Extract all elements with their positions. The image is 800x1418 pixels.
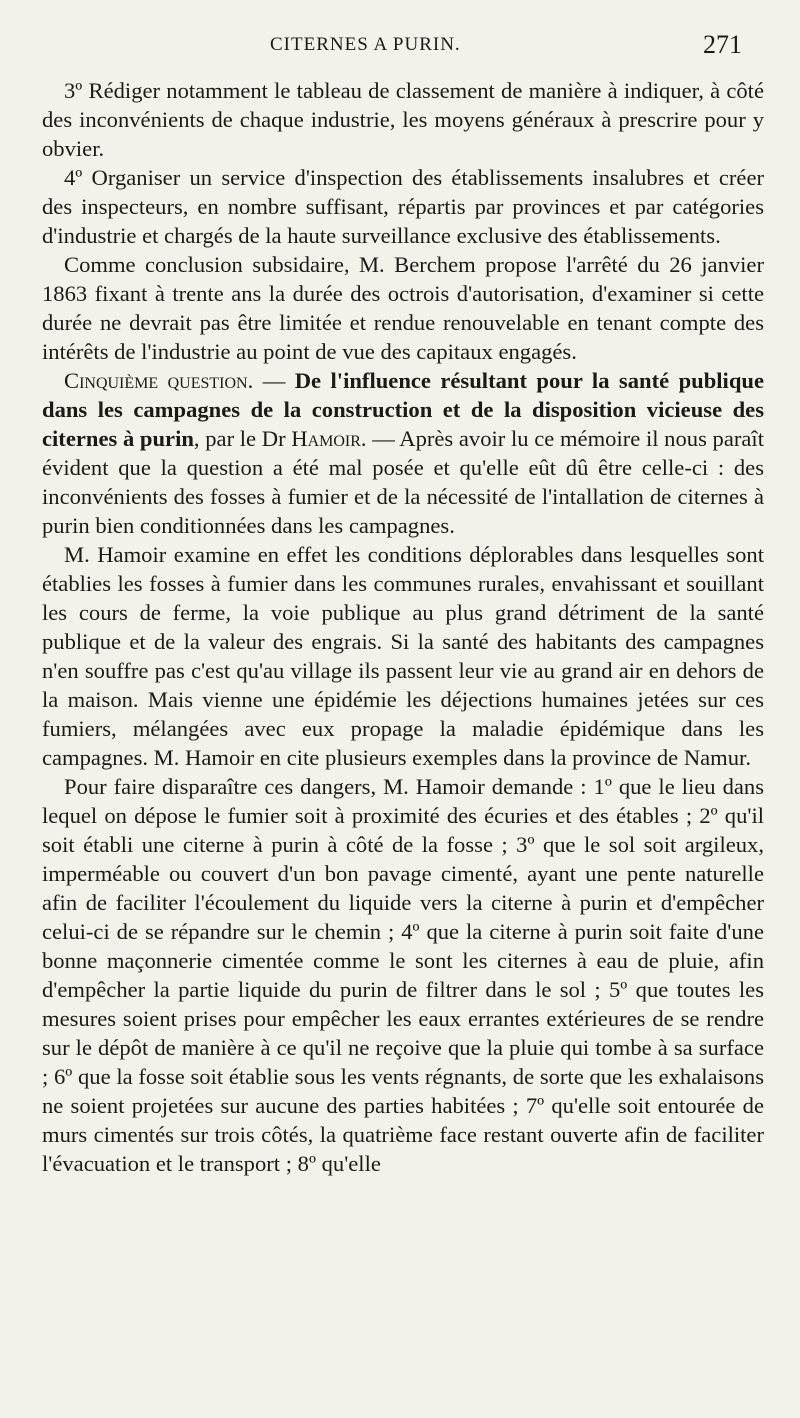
paragraph-item-3: 3º Rédiger notamment le tableau de classement de manière à indiquer, à côté des inconvénients de chaque industrie, les moyens généraux à prescrire pour y obvier.	[42, 78, 764, 161]
paragraph-demands: Pour faire disparaître ces dangers, M. Hamoir demande : 1º que le lieu dans lequel on dépose le fumier soit à proximité des écuries et des étables ; 2º qu'il soit établi une citerne à purin à côté de la fosse ; 3º que le sol soit argileux, imperméable ou couvert d'un bon pavage cimenté, ayant une pente naturelle afin de faciliter l'écoulement du liquide vers la citerne à purin et d'empêcher celui-ci de se répandre sur le chemin ; 4º que la citerne à purin soit faite d'une bonne maçonnerie cimentée comme le sont les citernes à eau de pluie, afin d'empêcher la partie liquide du purin de filtrer dans le sol ; 5º que toutes les mesures soient prises pour empêcher les eaux errantes extérieures de se rendre sur le dépôt de manière à ce qu'il ne reçoive que la pluie qui tombe à sa surface ; 6º que la fosse soit établie sous les vents régnants, de sorte que les exhalaisons ne soient projetées sur aucune des parties habitées ; 7º qu'elle soit entourée de murs cimentés sur trois côtés, la quatrième face restant ouverte afin de faciliter l'évacuation et le transport ; 8º qu'elle	[42, 774, 764, 1176]
paragraph-item-4: 4º Organiser un service d'inspection des établissements insalubres et créer des inspecteurs, en nombre suffisant, répartis par provinces et par catégories d'industrie et chargés de la haute surveillance exclusive des établissements.	[42, 165, 764, 248]
page-number: 271	[703, 30, 742, 59]
author-prefix: , par le Dr	[193, 426, 292, 451]
question-title: De l'influence résultant pour la santé publique dans les campagnes de la construction et de la disposition vicieuse des citernes à purin	[42, 368, 764, 451]
dash: —	[253, 368, 295, 393]
running-title: CITERNES A PURIN.	[270, 34, 461, 55]
body-text	[42, 76, 764, 1178]
author-name: Hamoir	[291, 426, 361, 451]
page-header	[0, 30, 800, 64]
paragraph-examination: M. Hamoir examine en effet les conditions déplorables dans lesquelles sont établies les fosses à fumier dans les communes rurales, envahissant et souillant les cours de ferme, la voie publique au plus grand détriment de la santé publique et de la valeur des engrais. Si la santé des habitants des campagnes n'en souffre pas c'est qu'au village ils passent leur vie au grand air en dehors de la maison. Mais vienne une épidémie les déjections humaines jetées sur ces fumiers, mélangées avec eux propage la maladie épidémique dans les campagnes. M. Hamoir en cite plusieurs exemples dans la province de Namur.	[42, 542, 764, 770]
paragraph-fifth-question	[42, 366, 764, 540]
question-comment: . — Après avoir lu ce mémoire il nous paraît évident que la question a été mal posée et qu'elle eût dû être celle-ci : des inconvénients des fosses à fumier et de la nécessité de l'intallation de citernes à purin bien conditionnées dans les campagnes.	[42, 426, 764, 538]
question-label: Cinquième question.	[64, 368, 254, 393]
paragraph-conclusion: Comme conclusion subsidaire, M. Berchem propose l'arrêté du 26 janvier 1863 fixant à trente ans la durée des octrois d'autorisation, d'examiner si cette durée ne devrait pas être limitée et rendue renouvelable en tenant compte des intérêts de l'industrie au point de vue des capitaux engagés.	[42, 252, 764, 364]
